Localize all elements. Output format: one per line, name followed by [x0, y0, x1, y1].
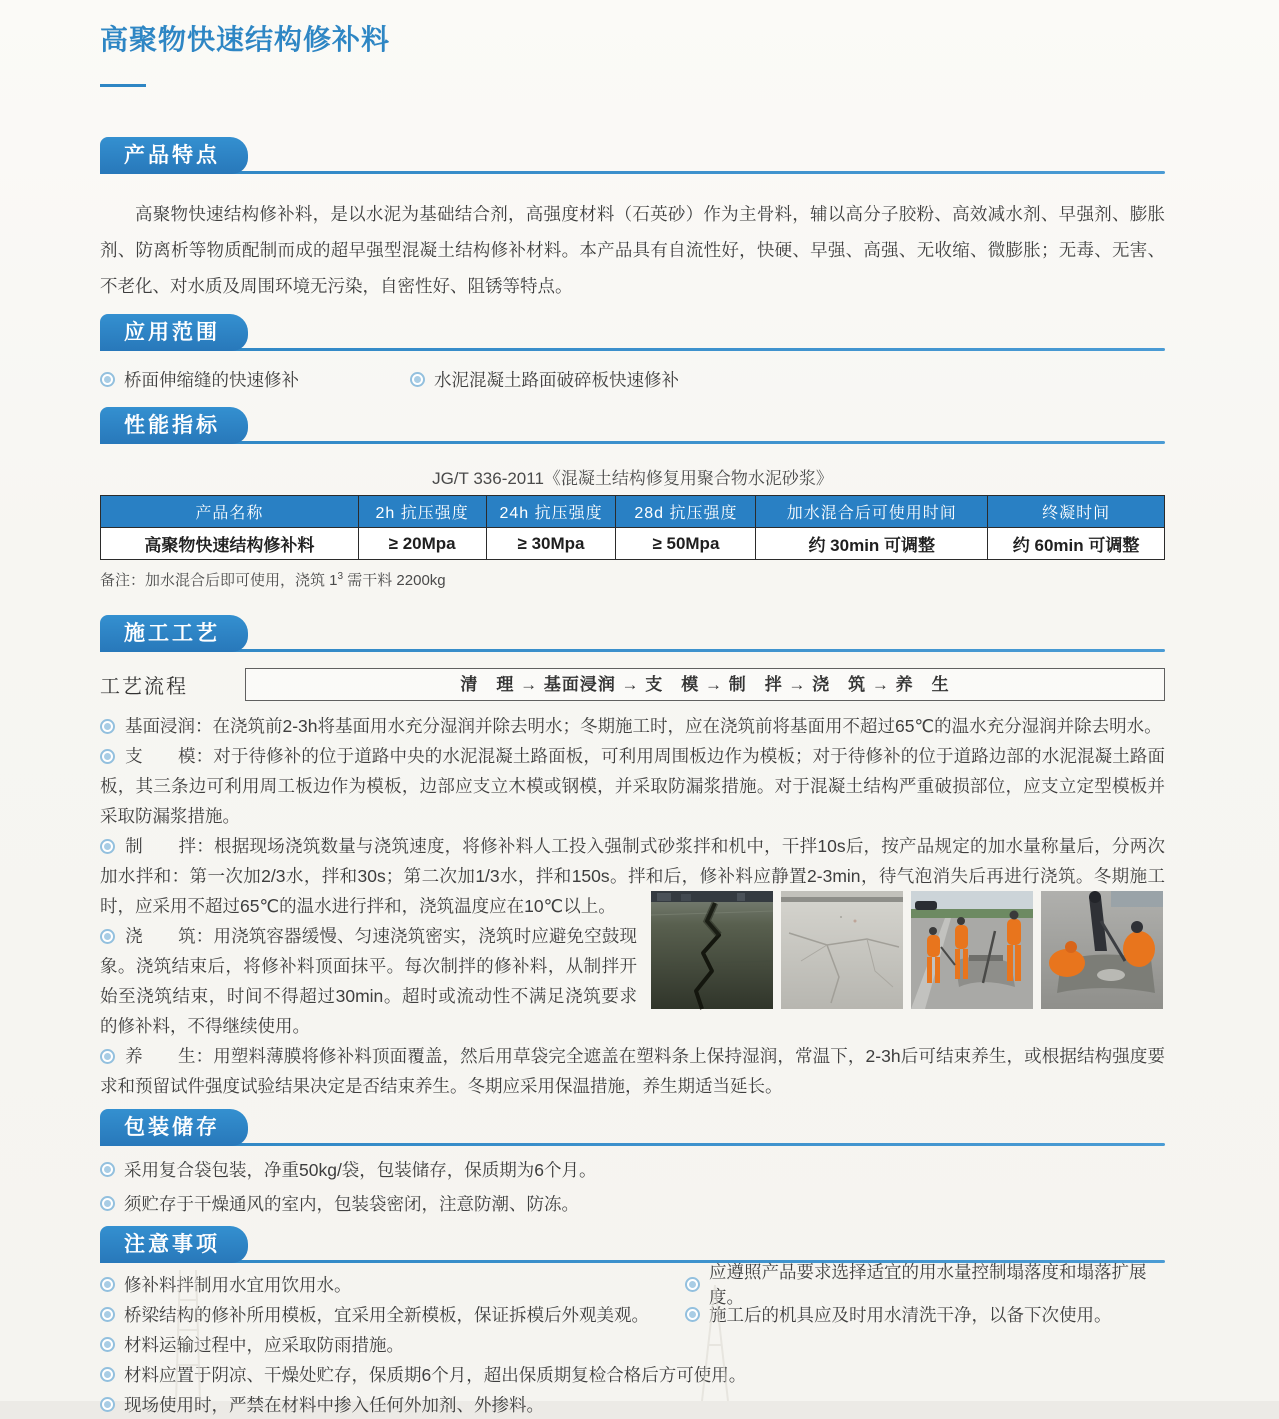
process-flow-label: 工艺流程 [100, 676, 188, 698]
table-header-cell: 终凝时间 [988, 496, 1165, 528]
cracked-dark-pavement-photo [651, 891, 773, 1009]
section-tab-features: 产品特点 [100, 137, 248, 174]
table-header-cell: 24h 抗压强度 [486, 496, 616, 528]
double-circle-bullet-icon [100, 1367, 115, 1382]
section-tab-applications: 应用范围 [100, 314, 248, 351]
step-text: 在浇筑前2-3h将基面用水充分湿润并除去明水；冬期施工时，应在浇筑前将基面用不超过65℃的温水充分湿润并除去明水。 [212, 716, 1162, 736]
double-circle-bullet-icon [100, 929, 115, 944]
section-divider [100, 348, 1165, 351]
step-text: 对于待修补的位于道路中央的水泥混凝土路面板，可利用周围板边作为模板；对于待修补的位于道路边部的水泥混凝土路面板，其三条边可利用周工板边作为模板，边部应支立木模或钢模，并采取防漏浆措施。对于混凝土结构严重破损部位，应支立定型模板并采取防漏浆措施。 [100, 746, 1165, 826]
note-item-label: 应遵照产品要求选择适宜的用水量控制塌落度和塌落扩展度。 [709, 1262, 1147, 1307]
workers-placing-mortar-photo [1041, 891, 1163, 1009]
packaging-item-label: 须贮存于干燥通风的室内，包装袋密闭，注意防潮、防冻。 [124, 1193, 579, 1214]
applications-row [100, 365, 1165, 393]
application-item-label: 水泥混凝土路面破碎板快速修补 [434, 369, 679, 390]
double-circle-bullet-icon [100, 1307, 115, 1322]
table-cell: 约 60min 可调整 [988, 528, 1165, 560]
process-flow-row [100, 668, 1165, 701]
step-label: 基面浸润： [125, 716, 213, 736]
note-item-left [100, 1389, 1165, 1419]
section-divider [100, 171, 1165, 174]
table-header-row [101, 496, 1165, 528]
process-step [100, 741, 1165, 831]
process-flow-box: 清 理 → 基面浸润 → 支 模 → 制 拌 → 浇 筑 → 养 生 [245, 668, 1165, 701]
note-item-label: 修补料拌制用水宜用饮用水。 [124, 1274, 352, 1295]
double-circle-bullet-icon [100, 1397, 115, 1412]
concrete-slab-crack-photo [781, 891, 903, 1009]
application-item [100, 367, 410, 392]
page-title: 高聚物快速结构修补料 [100, 24, 391, 55]
note-item-label: 材料运输过程中，应采取防雨措施。 [124, 1334, 404, 1355]
section-tab-notes: 注意事项 [100, 1226, 248, 1263]
process-step [100, 1041, 1165, 1101]
road-repair-workers-photo [911, 891, 1033, 1009]
packaging-item [100, 1152, 1165, 1186]
step-text: 用浇筑容器缓慢、匀速浇筑密实，浇筑时应避免空鼓现象。浇筑结束后，将修补料顶面抹平。每次制拌的修补料，从制拌开始至浇筑结束，时间不得超过30min。超时或流动性不满足浇筑要求的修补料，不得继续使用。 [100, 926, 638, 1036]
step-label: 养 生： [125, 1046, 214, 1066]
double-circle-bullet-icon [410, 372, 425, 387]
table-cell: ≥ 50Mpa [616, 528, 756, 560]
section-header-features [100, 137, 1165, 174]
note-row [100, 1262, 1165, 1307]
double-circle-bullet-icon [100, 1162, 115, 1177]
step-label: 支 模： [125, 746, 214, 766]
note-item-label: 现场使用时，严禁在材料中掺入任何外加剂、外掺料。 [124, 1394, 544, 1415]
performance-standard-reference: JG/T 336-2011《混凝土结构修复用聚合物水泥砂浆》 [432, 469, 833, 488]
application-item-label: 桥面伸缩缝的快速修补 [124, 369, 299, 390]
step-label: 浇 筑： [125, 926, 214, 946]
table-note-text: 需干料 2200kg [343, 572, 446, 589]
title-underline [100, 84, 146, 87]
double-circle-bullet-icon [100, 372, 115, 387]
note-item-left [100, 1329, 1165, 1359]
note-item-label: 施工后的机具应及时用水清洗干净，以备下次使用。 [709, 1304, 1112, 1325]
note-item-right [685, 1262, 1165, 1307]
section-tab-performance: 性能指标 [100, 407, 248, 444]
table-header-cell: 加水混合后可使用时间 [756, 496, 988, 528]
table-note-superscript: 3 [337, 571, 344, 582]
section-header-notes [100, 1226, 1165, 1263]
table-header-cell: 2h 抗压强度 [358, 496, 486, 528]
table-cell: 高聚物快速结构修补料 [101, 528, 359, 560]
table-note-text: 备注：加水混合后即可使用，浇筑 1 [100, 572, 338, 589]
double-circle-bullet-icon [100, 719, 115, 734]
note-item-left [100, 1359, 1165, 1389]
process-step [100, 711, 1165, 741]
notes-list [100, 1262, 1165, 1419]
table-cell: 约 30min 可调整 [756, 528, 988, 560]
note-row [100, 1329, 1165, 1359]
process-steps [100, 711, 1165, 1101]
section-header-process [100, 615, 1165, 652]
site-photo-strip [651, 891, 1165, 1009]
section-tab-packaging: 包装储存 [100, 1109, 248, 1146]
section-header-performance [100, 407, 1165, 444]
packaging-items [100, 1152, 1165, 1220]
packaging-item [100, 1186, 1165, 1220]
double-circle-bullet-icon [100, 1196, 115, 1211]
features-paragraph: 高聚物快速结构修补料，是以水泥为基础结合剂，高强度材料（石英砂）作为主骨料，辅以高分子胶粉、高效减水剂、早强剂、膨胀剂、防离析等物质配制而成的超早强型混凝土结构修补材料。本产品具有自流性好，快硬、早强、高强、无收缩、微膨胀；无毒、无害、不老化、对水质及周围环境无污染，自密性好、阻锈等特点。 [100, 204, 1165, 296]
table-cell: ≥ 30Mpa [486, 528, 616, 560]
double-circle-bullet-icon [100, 749, 115, 764]
note-row [100, 1359, 1165, 1389]
section-divider [100, 649, 1165, 652]
table-header-cell: 28d 抗压强度 [616, 496, 756, 528]
double-circle-bullet-icon [100, 1337, 115, 1352]
step-text: 用塑料薄膜将修补料顶面覆盖，然后用草袋完全遮盖在塑料条上保持湿润，常温下，2-3h后可结束养生，或根据结构强度要求和预留试件强度试验结果决定是否结束养生。冬期应采用保温措施，养生期适当延长。 [100, 1046, 1165, 1096]
note-item-label: 桥梁结构的修补所用模板，宜采用全新模板，保证拆模后外观美观。 [124, 1304, 649, 1325]
performance-table [100, 495, 1165, 560]
section-header-packaging [100, 1109, 1165, 1146]
table-row [101, 528, 1165, 560]
application-item [410, 367, 679, 392]
packaging-item-label: 采用复合袋包装，净重50kg/袋，包装储存，保质期为6个月。 [124, 1159, 597, 1180]
section-header-applications [100, 314, 1165, 351]
step-label: 制 拌： [125, 836, 214, 856]
section-divider [100, 441, 1165, 444]
table-header-cell: 产品名称 [101, 496, 359, 528]
double-circle-bullet-icon [100, 1277, 115, 1292]
page-content [100, 0, 1165, 1419]
note-item-label: 材料应置于阴凉、干燥处贮存，保质期6个月，超出保质期复检合格后方可使用。 [124, 1364, 747, 1385]
note-row [100, 1389, 1165, 1419]
section-tab-process: 施工工艺 [100, 615, 248, 652]
step-text: 根据现场浇筑数量与浇筑速度，将修补料人工投入强制式砂浆拌和机中，干拌10s后，按产品规定的加水量称量后，分两次加水拌和：第一次加2/3水，拌和30s；第二次加1/3水，拌和150s。拌和后，修补料应静置2-3min，待气泡消失后再进行浇筑。冬期施工时，应采用不超过65℃的温水进行拌和，浇筑温度应在10℃以上。 [100, 836, 1165, 916]
watermark-bridge-tower-sketch [150, 1270, 230, 1401]
double-circle-bullet-icon [100, 1049, 115, 1064]
watermark-spire-sketch [680, 1285, 750, 1401]
double-circle-bullet-icon [100, 839, 115, 854]
section-divider [100, 1143, 1165, 1146]
table-note [100, 569, 1165, 590]
table-cell: ≥ 20Mpa [358, 528, 486, 560]
note-row [100, 1299, 1165, 1329]
